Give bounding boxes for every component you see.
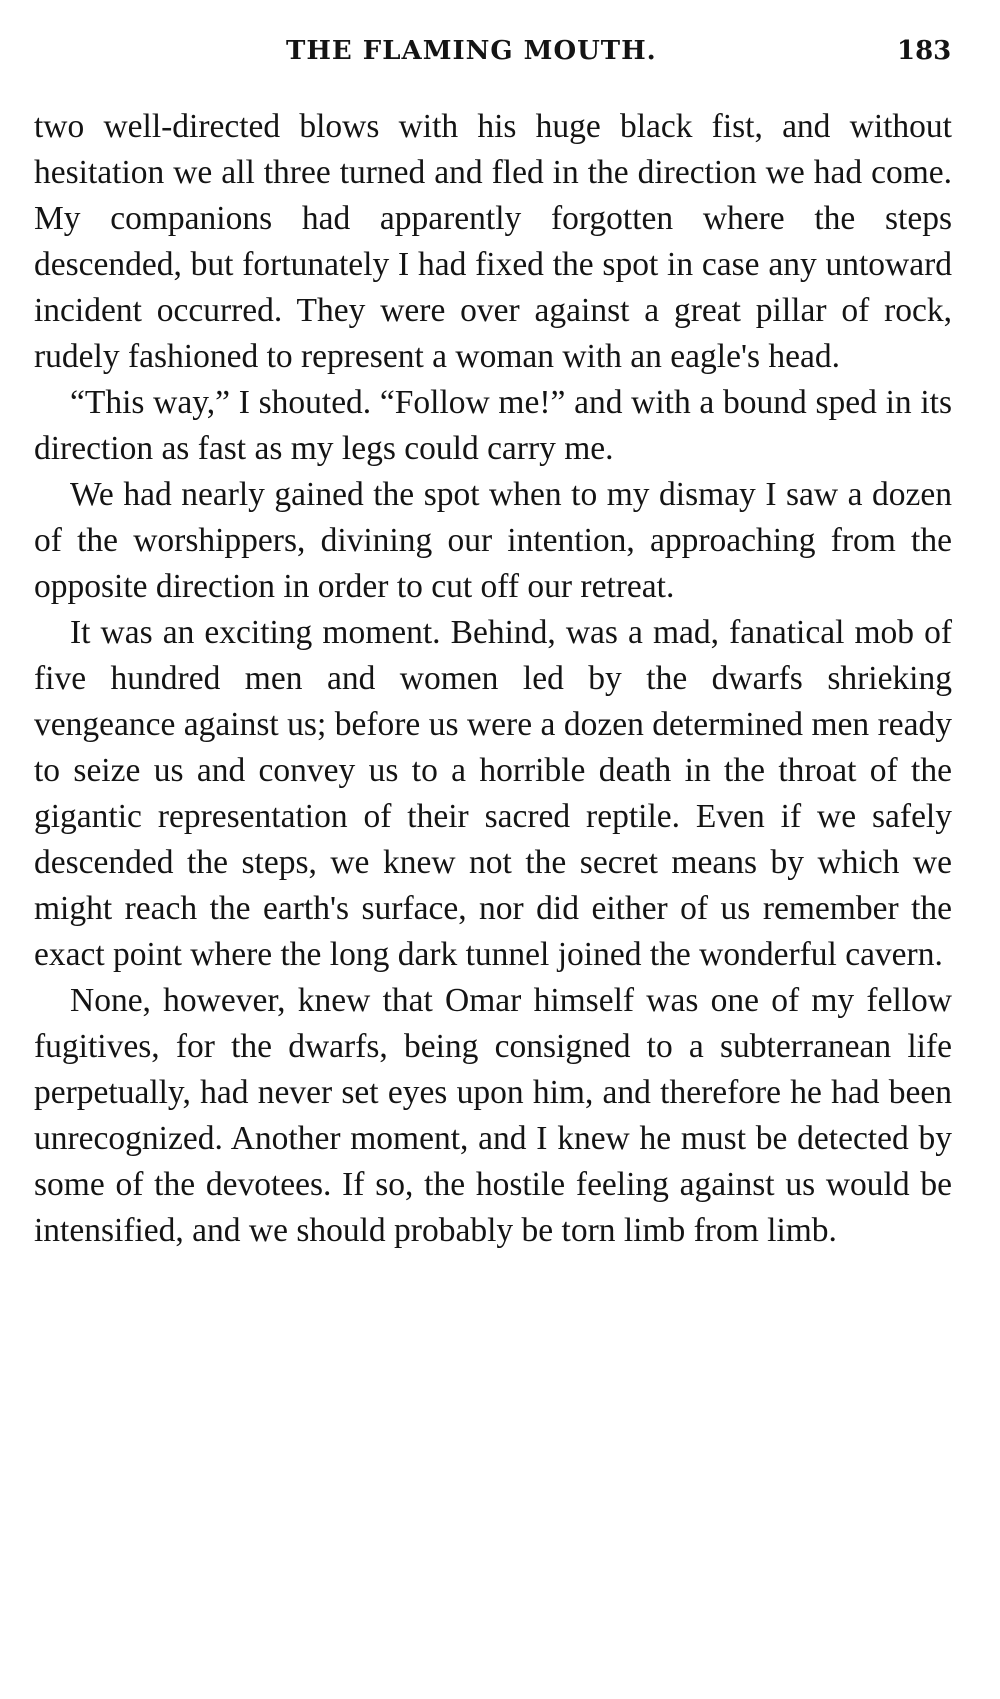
paragraph: It was an exciting moment. Behind, was a mad, fanatical mob of five hundred men and women led by the dwarfs shrieking vengeance against us; before us were a dozen determined men ready to seize us and convey us to a horrible death in the throat of the gigantic representation of their sacred reptile. Even if we safely descended the steps, we knew not the secret means by which we might reach the earth's surface, nor did either of us remember the exact point where the long dark tunnel joined the wonderful cavern. [34, 614, 952, 973]
paragraph-continued: two well-directed blows with his huge black fist, and without hesitation we all three turned and fled in the direction we had come. My companions had apparently forgotten where the steps descended, but fortunately I had fixed the spot in case any untoward incident occurred. They were over against a great pillar of rock, rudely fashioned to represent a woman with an eagle's head. [34, 108, 952, 375]
running-title: THE FLAMING MOUTH. [286, 36, 657, 66]
page-number: 183 [897, 36, 952, 66]
body-text [34, 104, 952, 1254]
paragraph: We had nearly gained the spot when to my dismay I saw a dozen of the worshippers, divining our intention, approaching from the opposite direction in order to cut off our retreat. [34, 476, 952, 605]
paragraph-dialogue: “This way,” I shouted. “Follow me!” and with a bound sped in its direction as fast as my legs could carry me. [34, 384, 952, 467]
paragraph: None, however, knew that Omar himself was one of my fellow fugitives, for the dwarfs, being consigned to a subterranean life perpetually, had never set eyes upon him, and therefore he had been unrecognized. Another moment, and I knew he must be detected by some of the devotees. If so, the hostile feeling against us would be intensified, and we should probably be torn limb from limb. [34, 982, 952, 1249]
running-head [0, 36, 1000, 76]
